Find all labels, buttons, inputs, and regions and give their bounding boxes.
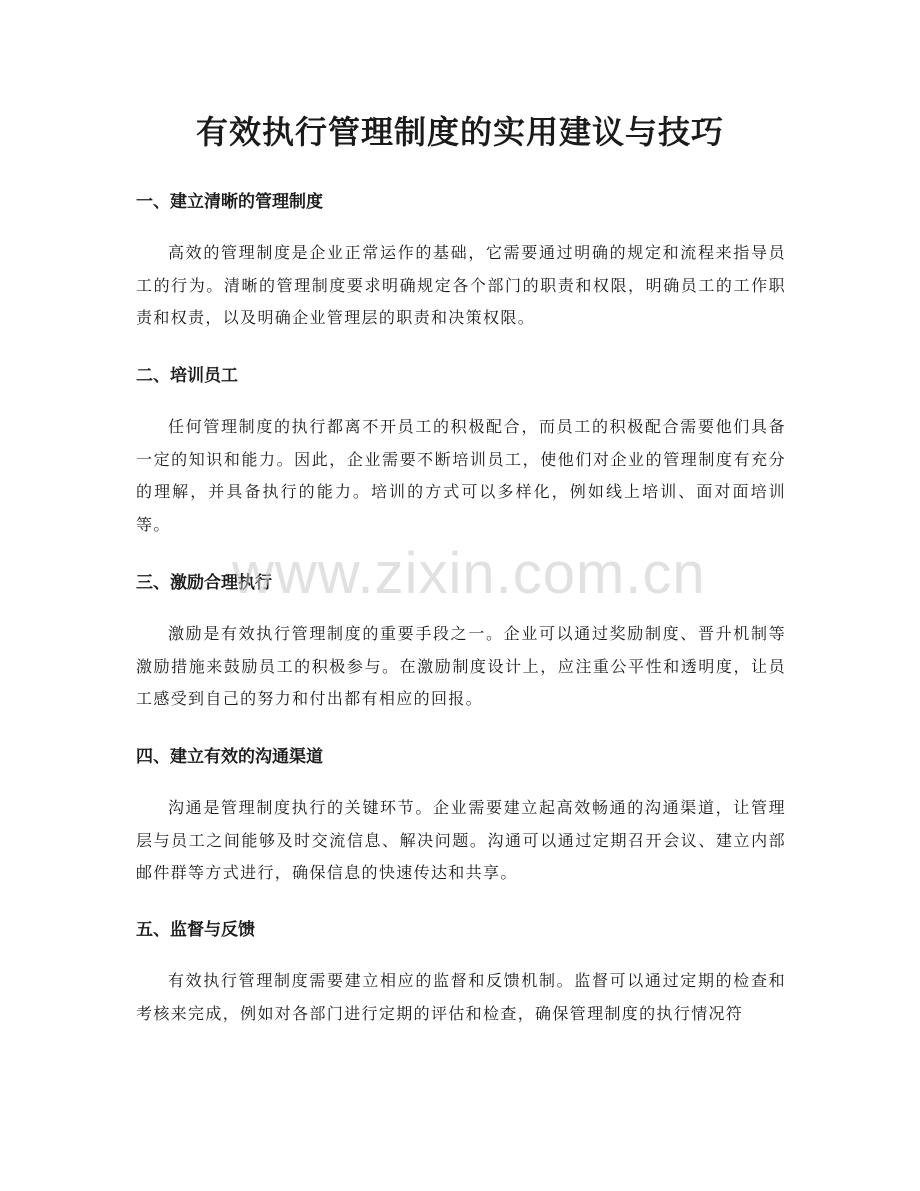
section-5 bbox=[136, 917, 786, 1030]
section-3 bbox=[136, 570, 786, 716]
section-paragraph: 沟通是管理制度执行的关键环节。企业需要建立起高效畅通的沟通渠道，让管理层与员工之间能够及时交流信息、解决问题。沟通可以通过定期召开会议、建立内部邮件群等方式进行，确保信息的快速传达和共享。 bbox=[136, 798, 786, 882]
section-heading: 五、监督与反馈 bbox=[136, 920, 255, 940]
section-heading: 四、建立有效的沟通渠道 bbox=[136, 747, 323, 767]
section-paragraph: 任何管理制度的执行都离不开员工的积极配合，而员工的积极配合需要他们具备一定的知识和能力。因此，企业需要不断培训员工，使他们对企业的管理制度有充分的理解，并具备执行的能力。培训的方式可以多样化，例如线上培训、面对面培训等。 bbox=[136, 417, 786, 534]
section-paragraph: 高效的管理制度是企业正常运作的基础，它需要通过明确的规定和流程来指导员工的行为。清晰的管理制度要求明确规定各个部门的职责和权限，明确员工的工作职责和权责，以及明确企业管理层的职责和决策权限。 bbox=[136, 243, 786, 327]
section-heading: 三、激励合理执行 bbox=[136, 573, 272, 593]
section-paragraph: 激励是有效执行管理制度的重要手段之一。企业可以通过奖励制度、晋升机制等激励措施来鼓励员工的积极参与。在激励制度设计上，应注重公平性和透明度，让员工感受到自己的努力和付出都有相应的回报。 bbox=[136, 624, 786, 708]
document-title: 有效执行管理制度的实用建议与技巧 bbox=[195, 113, 724, 151]
section-heading: 一、建立清晰的管理制度 bbox=[136, 192, 323, 212]
section-2 bbox=[136, 363, 786, 541]
section-1 bbox=[136, 189, 786, 335]
section-heading: 二、培训员工 bbox=[136, 366, 238, 386]
section-paragraph: 有效执行管理制度需要建立相应的监督和反馈机制。监督可以通过定期的检查和考核来完成，例如对各部门进行定期的评估和检查，确保管理制度的执行情况符 bbox=[136, 971, 786, 1023]
watermark: www.zixin.com.cn bbox=[232, 541, 706, 606]
section-4 bbox=[136, 744, 786, 890]
